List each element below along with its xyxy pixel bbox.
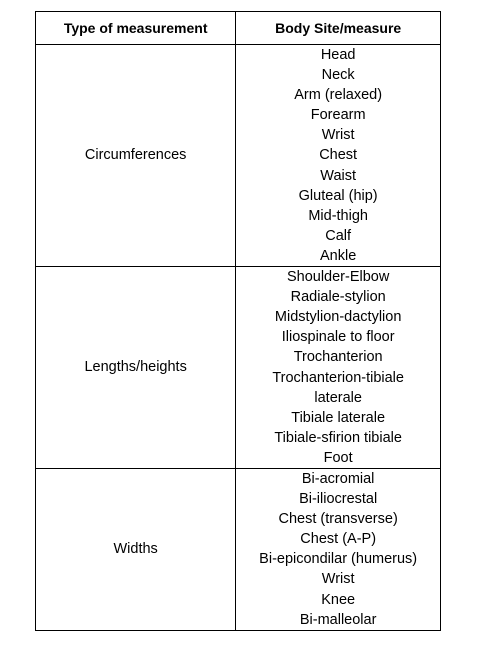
site-item: Waist <box>320 167 357 184</box>
site-item: Wrist <box>321 571 355 588</box>
site-item: Head <box>320 47 356 63</box>
site-item: Ankle <box>320 247 357 264</box>
site-item: Gluteal (hip) <box>298 187 378 204</box>
type-cell: Widths <box>36 468 236 630</box>
site-cell <box>236 468 441 630</box>
row-circumferences <box>36 45 441 267</box>
site-item: Radiale-stylion <box>290 289 386 306</box>
site-cell <box>236 267 441 469</box>
type-cell: Lengths/heights <box>36 267 236 469</box>
site-item: Neck <box>321 67 355 84</box>
site-item: Trochanterion <box>293 349 383 366</box>
site-item: Midstylion-dactylion <box>274 309 402 326</box>
site-item: Knee <box>321 591 356 608</box>
type-cell: Circumferences <box>36 45 236 267</box>
measurement-table <box>35 11 441 631</box>
site-cell <box>236 45 441 267</box>
site-item: Chest (transverse) <box>278 511 398 528</box>
site-item: Chest (A-P) <box>300 531 377 548</box>
site-item: Shoulder-Elbow <box>286 269 390 286</box>
header-body-site: Body Site/measure <box>236 12 441 45</box>
header-type-of-measurement: Type of measurement <box>36 12 236 45</box>
site-item: Tibiale laterale <box>291 409 386 426</box>
site-item: Forearm <box>310 107 366 124</box>
site-item: Chest <box>319 147 358 164</box>
site-item: Bi-malleolar <box>299 611 377 628</box>
site-item: laterale <box>314 389 362 406</box>
site-item: Trochanterion-tibiale <box>272 369 404 386</box>
row-lengths-heights <box>36 267 441 469</box>
header-row <box>36 12 441 45</box>
site-item: Calf <box>325 227 352 244</box>
site-item: Bi-acromial <box>301 470 375 487</box>
site-item: Bi-epicondilar (humerus) <box>259 551 418 568</box>
row-widths <box>36 468 441 630</box>
site-item: Arm (relaxed) <box>294 87 383 104</box>
site-item: Wrist <box>321 127 355 144</box>
site-item: Tibiale-sfirion tibiale <box>274 429 402 446</box>
site-item: Mid-thigh <box>308 207 368 224</box>
site-item: Iliospinale to floor <box>281 329 395 346</box>
site-item: Foot <box>323 449 353 466</box>
site-item: Bi-iliocrestal <box>299 491 378 508</box>
